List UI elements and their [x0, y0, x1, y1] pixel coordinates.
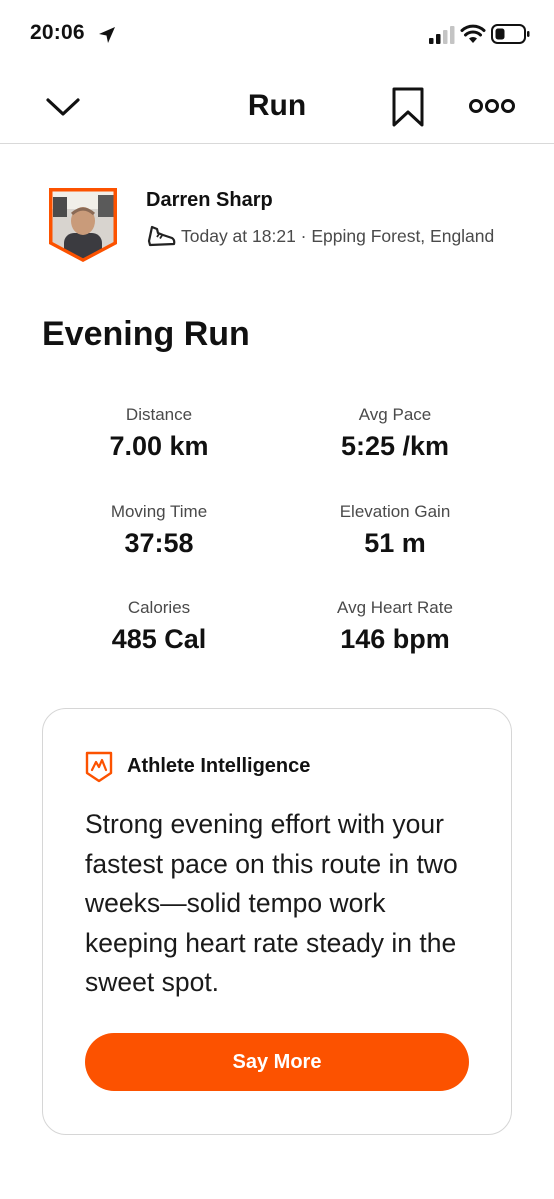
stat-value: 5:25 /km — [340, 431, 450, 461]
athlete-intelligence-text: Strong evening effort with your fastest pace on this route in two weeks—solid tempo work keeping heart rate steady in the sweet spot. — [85, 809, 458, 997]
wifi-icon — [460, 23, 486, 45]
stat-avg-heart-rate — [275, 598, 515, 655]
stat-calories — [39, 598, 279, 655]
cellular-signal-icon — [428, 25, 456, 45]
stat-avg-pace — [275, 405, 515, 462]
athlete-intelligence-card — [42, 708, 512, 1135]
activity-title: Evening Run — [42, 315, 250, 353]
stat-distance — [39, 405, 279, 462]
more-options-icon[interactable] — [468, 94, 516, 118]
page-title: Run — [247, 89, 307, 122]
stat-label: Elevation Gain — [339, 502, 451, 521]
stat-value: 7.00 km — [109, 431, 209, 461]
athlete-intelligence-icon — [85, 751, 113, 783]
stat-value: 51 m — [364, 528, 426, 558]
stat-value: 485 Cal — [111, 624, 207, 654]
nav-header — [0, 70, 554, 144]
bookmark-icon[interactable] — [390, 86, 426, 128]
battery-icon — [491, 23, 531, 45]
stat-value: 37:58 — [124, 528, 194, 558]
say-more-button[interactable]: Say More — [85, 1033, 469, 1091]
status-bar — [0, 0, 554, 70]
status-time: 20:06 — [30, 21, 85, 44]
avatar[interactable] — [48, 187, 118, 263]
stat-value: 146 bpm — [340, 624, 450, 654]
activity-date-location: Today at 18:21 · Epping Forest, England — [181, 226, 495, 246]
location-arrow-icon — [97, 25, 117, 45]
stat-label: Moving Time — [110, 502, 208, 521]
athlete-name[interactable]: Darren Sharp — [146, 189, 273, 211]
stat-label: Distance — [125, 405, 193, 424]
stat-moving-time — [39, 502, 279, 559]
athlete-intelligence-title: Athlete Intelligence — [127, 755, 311, 777]
shoe-icon — [146, 223, 176, 249]
stat-elevation-gain — [275, 502, 515, 559]
stat-label: Avg Pace — [358, 405, 432, 424]
stat-label: Avg Heart Rate — [337, 598, 453, 617]
stat-label: Calories — [127, 598, 191, 617]
